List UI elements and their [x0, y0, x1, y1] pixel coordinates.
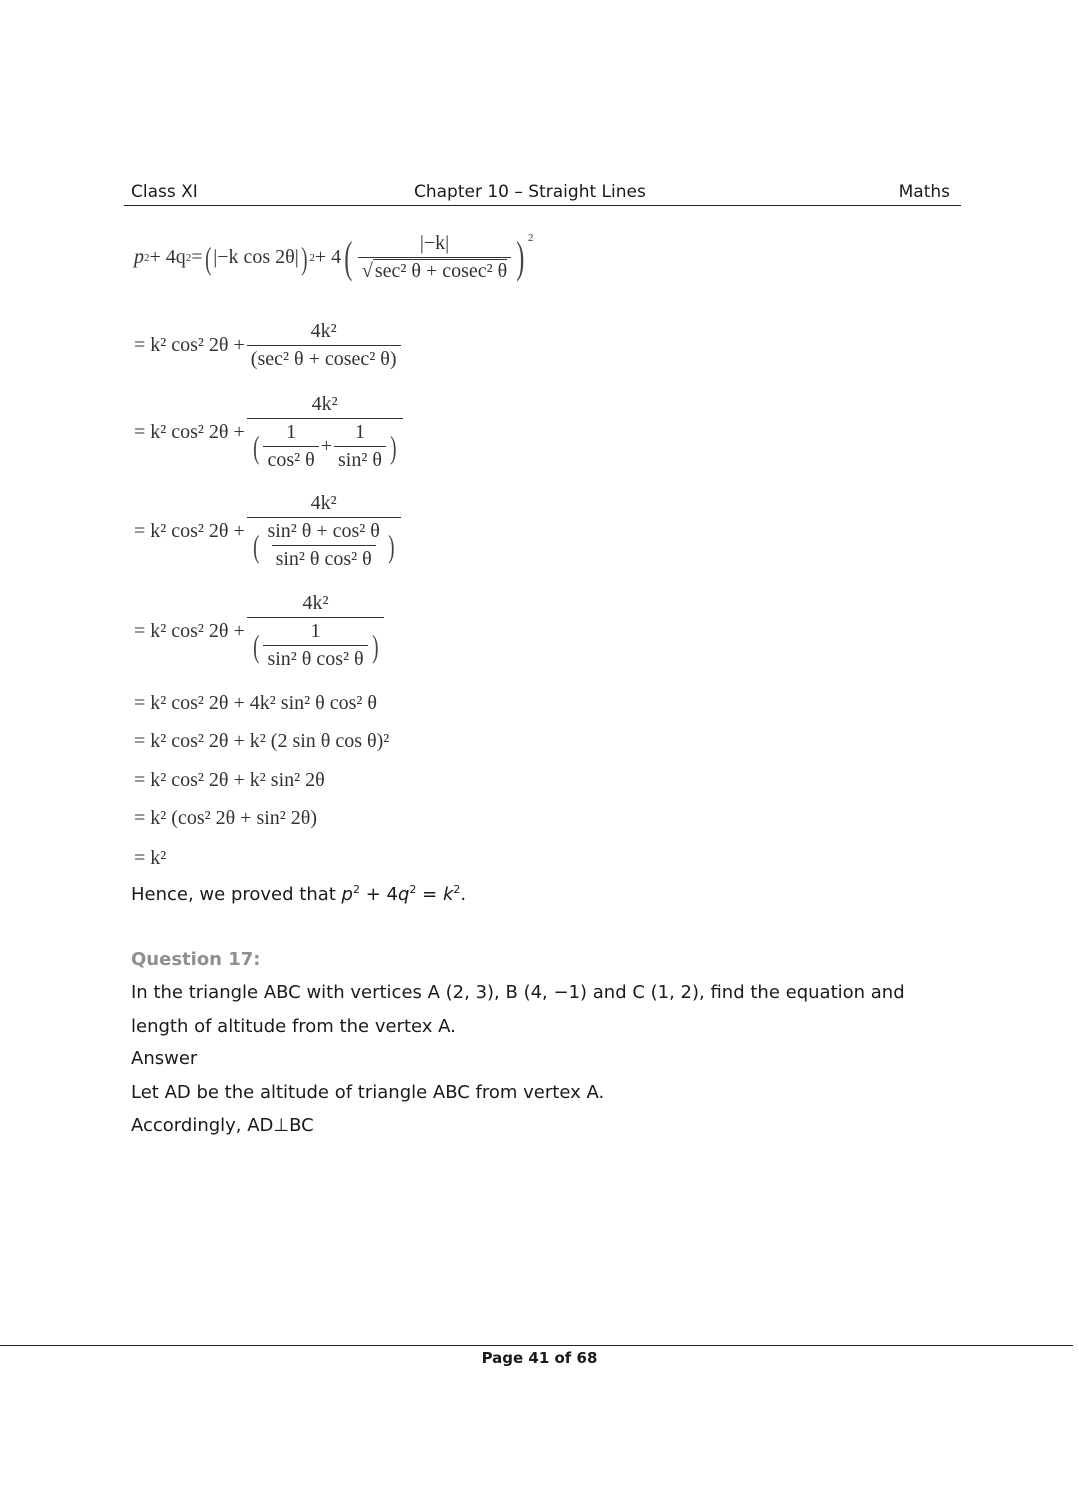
var-p: p — [134, 246, 144, 268]
page-number: Page 41 of 68 — [481, 1349, 598, 1367]
fraction — [247, 492, 401, 571]
inner-denominator: sin² θ cos² θ — [272, 545, 376, 571]
equals: = — [191, 246, 203, 268]
lead-term: = k² cos² 2θ + — [134, 334, 245, 356]
plus: + — [320, 435, 332, 457]
conclusion-prefix: Hence, we proved that — [131, 884, 342, 905]
equation-line-6: = k² cos² 2θ + 4k² sin² θ cos² θ — [134, 692, 377, 714]
plus-four: + 4 — [314, 246, 342, 268]
equation-line-7: = k² cos² 2θ + k² (2 sin θ cos θ)² — [134, 730, 390, 752]
numerator: 4k² — [310, 320, 337, 342]
equation-line-3 — [134, 393, 405, 472]
answer-label: Answer — [131, 1048, 198, 1069]
equals: = — [416, 884, 443, 905]
inner-numerator: sin² θ + cos² θ — [267, 520, 380, 542]
sqrt-content: sec² θ + cosec² θ — [374, 260, 508, 282]
footer-divider — [0, 1345, 1073, 1346]
equation-line-4 — [134, 492, 403, 571]
term-4q: + 4q — [149, 246, 186, 268]
denominator: ( $\frac{1}{\text{sin² θ cos² θ}}$ ) — [247, 617, 384, 671]
header-class: Class XI — [131, 182, 198, 202]
one: 1 — [286, 421, 297, 443]
fraction-abs-k — [358, 232, 511, 283]
answer-line-2: Accordingly, AD⊥BC — [131, 1115, 314, 1136]
fraction — [247, 320, 401, 371]
numerator: 4k² — [310, 492, 337, 514]
var-p: p — [341, 884, 353, 905]
inner-denominator: sin² θ cos² θ — [263, 645, 367, 671]
equation-line-2 — [134, 320, 403, 371]
conclusion-text: Hence, we proved that $p^2 + 4q^2 = k^2$. — [131, 883, 467, 905]
var-q: q — [397, 884, 410, 905]
header-chapter: Chapter 10 – Straight Lines — [414, 182, 646, 202]
fraction — [247, 592, 384, 671]
numerator: 4k² — [311, 393, 338, 415]
abs-term: |−k cos 2θ| — [213, 246, 299, 268]
var-k: k — [442, 884, 454, 905]
lead-term: = k² cos² 2θ + — [134, 520, 245, 542]
equation-line-10: = k² — [134, 847, 167, 869]
fraction — [247, 393, 403, 472]
question-text-line-1: In the triangle ABC with vertices A (2, 3), B (4, −1) and C (1, 2), find the equation and — [131, 982, 905, 1003]
equation-line-8: = k² cos² 2θ + k² sin² 2θ — [134, 769, 325, 791]
inner-numerator: 1 — [310, 620, 321, 642]
equation-line-1: p 2 + 4q 2 = ( |−k cos 2θ| ) 2 + 4 ( $\frac{|-k|}{\text{√ sec² θ + cosec² θ}}$ ) $^2$ — [134, 232, 534, 282]
cos-sq: cos² θ — [263, 446, 318, 472]
denominator: ( $\frac{\text{sin² θ + cos² θ}}{\text{sin² θ cos² θ}}$ ) — [247, 517, 401, 571]
plus-4: + 4 — [359, 884, 398, 905]
denominator: ( $\frac{1}{\text{cos² θ}}$ + $\frac{1}{\text{sin² θ}}$ ) — [247, 418, 403, 472]
header-subject: Maths — [898, 182, 950, 202]
equation-line-9: = k² (cos² 2θ + sin² 2θ) — [134, 807, 318, 829]
question-text-line-2: length of altitude from the vertex A. — [131, 1016, 456, 1037]
denominator: √ sec² θ + cosec² θ — [358, 257, 511, 283]
question-title: Question 17: — [131, 949, 261, 970]
equation-line-5 — [134, 592, 386, 671]
denominator: (sec² θ + cosec² θ) — [247, 345, 401, 371]
sin-sq: sin² θ — [334, 446, 386, 472]
one: 1 — [354, 421, 365, 443]
lead-term: = k² cos² 2θ + — [134, 421, 245, 443]
numerator: 4k² — [302, 592, 329, 614]
lead-term: = k² cos² 2θ + — [134, 620, 245, 642]
page-header — [124, 182, 961, 206]
answer-line-1: Let AD be the altitude of triangle ABC from vertex A. — [131, 1082, 605, 1103]
numerator: |−k| — [419, 232, 450, 254]
period: . — [460, 884, 467, 905]
